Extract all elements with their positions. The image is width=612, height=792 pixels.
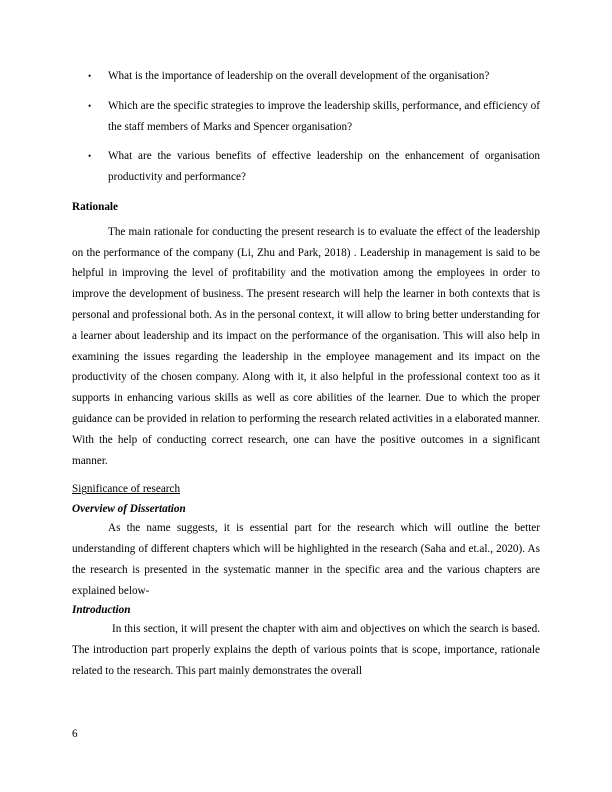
bullet-icon: • — [88, 151, 92, 162]
overview-paragraph: As the name suggests, it is essential part for the research which will outline the better understanding of different chapters which will be highlighted in the research (Saha and et.al., 2020). As the research is presented in the systematic manner in the specific area and the various chapters are explained below- — [72, 522, 540, 597]
list-item — [72, 146, 540, 188]
page-content — [72, 66, 540, 682]
overview-heading: Overview of Dissertation — [72, 503, 186, 516]
bullet-icon: • — [88, 100, 92, 111]
list-item — [72, 66, 540, 87]
rationale-heading: Rationale — [72, 200, 118, 213]
question-text: Which are the specific strategies to improve the leadership skills, performance, and efficiency of the staff members of Marks and Spencer organisation? — [108, 99, 540, 133]
question-text: What are the various benefits of effective leadership on the enhancement of organisation productivity and performance? — [108, 150, 540, 184]
introduction-paragraph: In this section, it will present the chapter with aim and objectives on which the search is based. The introduction part properly explains the depth of various points that is scope, importance, rationale related to the research. This part mainly demonstrates the overall — [72, 623, 540, 677]
introduction-heading: Introduction — [72, 604, 131, 617]
bullet-icon: • — [88, 71, 92, 81]
rationale-paragraph: The main rationale for conducting the present research is to evaluate the effect of the leadership on the performance of the company (Li, Zhu and Park, 2018) . Leadership in management is said to be helpful in improving the level of profitability and the motivation among the employees in order to improve the development of business. The present research will help the learner in both contexts that is personal and professional both. As in the personal context, it will allow to bring better understanding for a learner about leadership and its impact on the performance of the organisation. This will also help in examining the issues regarding the leadership in the employee management and its impact on the productivity of the chosen company. Along with it, it also helpful in the professional context too as it supports in enhancing various skills as well as core abilities of the learner. Due to which the proper guidance can be provided in relation to performing the research related activities in a elaborated manner. With the help of conducting correct research, one can have the positive outcomes in a significant manner. — [72, 225, 540, 467]
research-questions-list — [72, 66, 540, 188]
list-item — [72, 96, 540, 138]
question-text: What is the importance of leadership on the overall development of the organisation? — [108, 70, 490, 82]
page-number: 6 — [72, 728, 78, 740]
significance-heading: Significance of research — [72, 483, 181, 496]
